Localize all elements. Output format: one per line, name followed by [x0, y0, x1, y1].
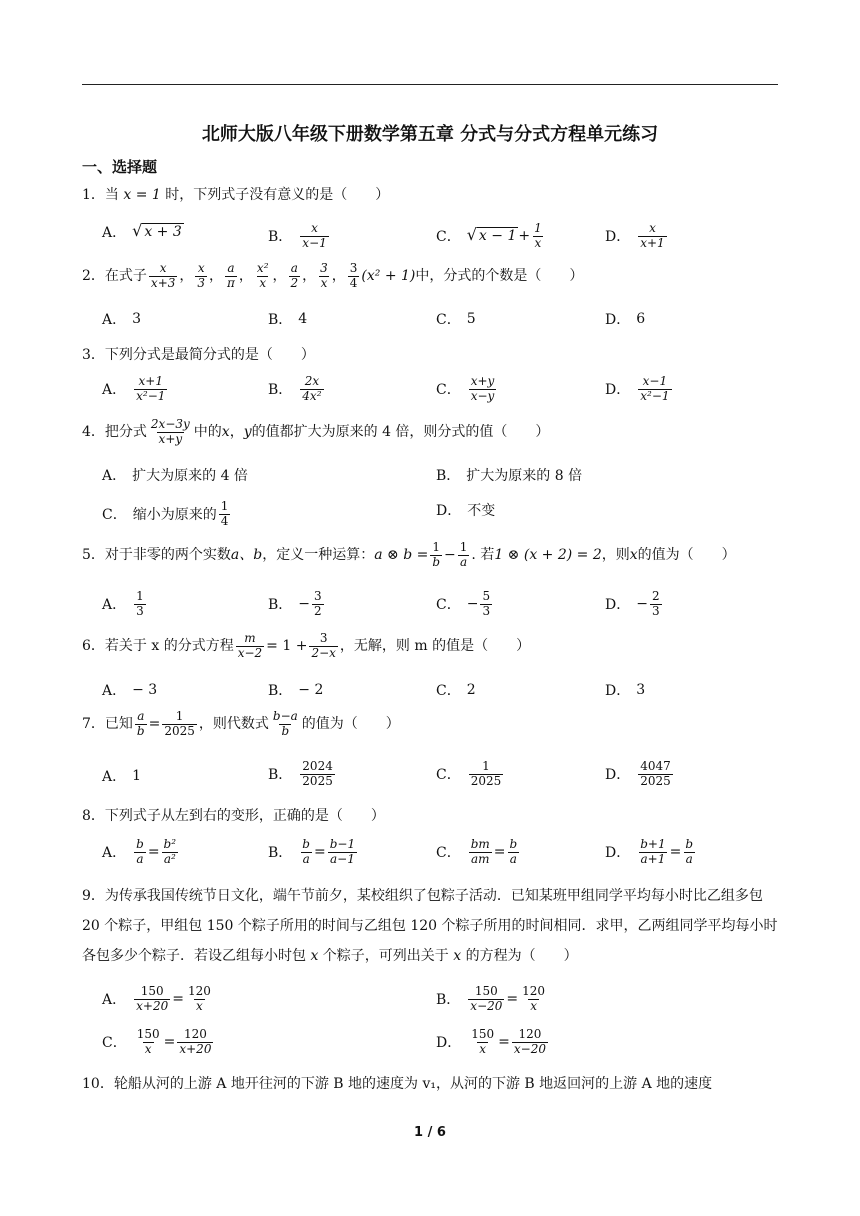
q6-option-b[interactable]: B． − 2	[268, 682, 324, 699]
q5-option-c[interactable]: C． − $\frac{5}{3}$	[436, 589, 491, 618]
section-heading: 一、选择题	[82, 158, 158, 176]
q1-option-b[interactable]: B． $\frac{x}{x-1}$	[268, 221, 327, 250]
q7-option-d[interactable]: D． $\frac{4047}{2025}$	[605, 759, 671, 788]
q2-option-d[interactable]: D． 6	[605, 311, 646, 328]
q3-option-d[interactable]: D． $\frac{x-1}{\text{x²−1}}$	[605, 374, 670, 403]
q2-option-a[interactable]: A． 3	[102, 311, 142, 328]
q7-option-a[interactable]: A． 1	[102, 768, 142, 785]
q3-option-b[interactable]: B． $\frac{2x}{\text{4x²}}$	[268, 374, 322, 403]
q7-option-b[interactable]: B． $\frac{2024}{2025}$	[268, 759, 333, 788]
header-rule	[82, 84, 778, 85]
q6-option-a[interactable]: A． − 3	[102, 682, 158, 699]
q3-option-a[interactable]: A． $\frac{x+1}{\text{x²−1}}$	[102, 374, 166, 403]
question-4-stem: 4．把分式 $\frac{2x-3y}{x+y}$ 中的 x ， y 的值都扩大为原来的 4 倍，则分式的值（ ）	[82, 417, 550, 446]
q1-option-a[interactable]: A． √ x + 3	[102, 221, 182, 241]
q1-option-c[interactable]: C． √ x − 1 + $\frac{1}{x}$	[436, 221, 542, 250]
question-5-stem: 5．对于非零的两个实数 a、b ，定义一种运算： a ⊗ b = $\frac{1}{b}$ − $\frac{1}{a}$ . 若 1 ⊗ (x + 2) = 2 ，则 x 的值为（ ）	[82, 540, 736, 569]
q2-option-c[interactable]: C． 5	[436, 311, 476, 328]
q4-option-c[interactable]: C． 缩小为原来的 $\frac{1}{4}$	[102, 499, 229, 528]
q8-option-b[interactable]: B． $\frac{b}{a}$ = $\frac{b-1}{a-1}$	[268, 837, 356, 866]
question-3-stem: 3．下列分式是最简分式的是（ ）	[82, 347, 315, 363]
q9-option-a[interactable]: A． $\frac{150}{x+20}$ = $\frac{120}{x}$	[102, 984, 211, 1013]
q8-option-d[interactable]: D． $\frac{b+1}{a+1}$ = $\frac{b}{a}$	[605, 837, 694, 866]
q7-option-c[interactable]: C． $\frac{1}{2025}$	[436, 759, 502, 788]
q5-option-b[interactable]: B． − $\frac{3}{2}$	[268, 589, 322, 618]
q3-option-c[interactable]: C． $\frac{x+y}{x-y}$	[436, 374, 495, 403]
q5-option-a[interactable]: A． $\frac{1}{3}$	[102, 589, 144, 618]
q4-option-a[interactable]: A． 扩大为原来的 4 倍	[102, 468, 248, 484]
question-7-stem: 7．已知 $\frac{a}{b}$ = $\frac{1}{2025}$ ，则代数式 $\frac{b-a}{b}$ 的值为（ ）	[82, 709, 400, 738]
q4-option-b[interactable]: B． 扩大为原来的 8 倍	[436, 468, 583, 484]
q9-option-c[interactable]: C． $\frac{150}{x}$ = $\frac{120}{x+20}$	[102, 1027, 212, 1056]
q8-option-a[interactable]: A． $\frac{b}{a}$ = $\frac{\text{b²}}{\text{a²}}$	[102, 837, 177, 866]
page-title: 北师大版八年级下册数学第五章 分式与分式方程单元练习	[201, 124, 659, 145]
page-number: 1 / 6	[414, 1125, 446, 1140]
q8-option-c[interactable]: C． $\frac{bm}{am}$ = $\frac{b}{a}$	[436, 837, 518, 866]
q4-option-d[interactable]: D． 不变	[436, 503, 496, 519]
q6-option-d[interactable]: D． 3	[605, 682, 646, 699]
q9-option-d[interactable]: D． $\frac{150}{x}$ = $\frac{120}{x-20}$	[436, 1027, 546, 1056]
q6-option-c[interactable]: C． 2	[436, 682, 476, 699]
question-9-stem: 9．为传承我国传统节日文化，端午节前夕，某校组织了包粽子活动．已知某班甲组同学平均每小时比乙组多包 20 个粽子，甲组包 150 个粽子所用的时间与乙组包 120 个粽子所用的时间相同．求甲，乙两组同学平均每小时各包多少个粽子．若设乙组每小时包 x 个粽子，可列出关于 x 的方程为（ ）	[82, 888, 778, 965]
q1-option-d[interactable]: D． $\frac{x}{x+1}$	[605, 221, 665, 250]
question-1-stem: 1．当 x = 1 时，下列式子没有意义的是（ ）	[82, 187, 390, 203]
question-10-stem: 10．轮船从河的上游 A 地开往河的下游 B 地的速度为 v₁，从河的下游 B 地返回河的上游 A 地的速度	[82, 1076, 713, 1092]
q9-option-b[interactable]: B． $\frac{150}{x-20}$ = $\frac{120}{x}$	[436, 984, 546, 1013]
q2-option-b[interactable]: B． 4	[268, 311, 308, 328]
question-2-stem: 2．在式子 $\frac{x}{x+3}$ ， $\frac{x}{3}$ ， $\frac{a}{\pi}$ ， $\frac{\text{x²}}{x}$ ， $\frac{a}{2}$ ， $\frac{3}{x}$ ， $\frac{3}{4}$ (x² + 1) 中，分式的个数是（ ）	[82, 261, 584, 290]
question-6-stem: 6．若关于 x 的分式方程 $\frac{m}{x-2}$ = 1 + $\frac{3}{2-x}$ ，无解，则 m 的值是（ ）	[82, 631, 531, 660]
q5-option-d[interactable]: D． − $\frac{2}{3}$	[605, 589, 660, 618]
question-8-stem: 8．下列式子从左到右的变形，正确的是（ ）	[82, 808, 385, 824]
